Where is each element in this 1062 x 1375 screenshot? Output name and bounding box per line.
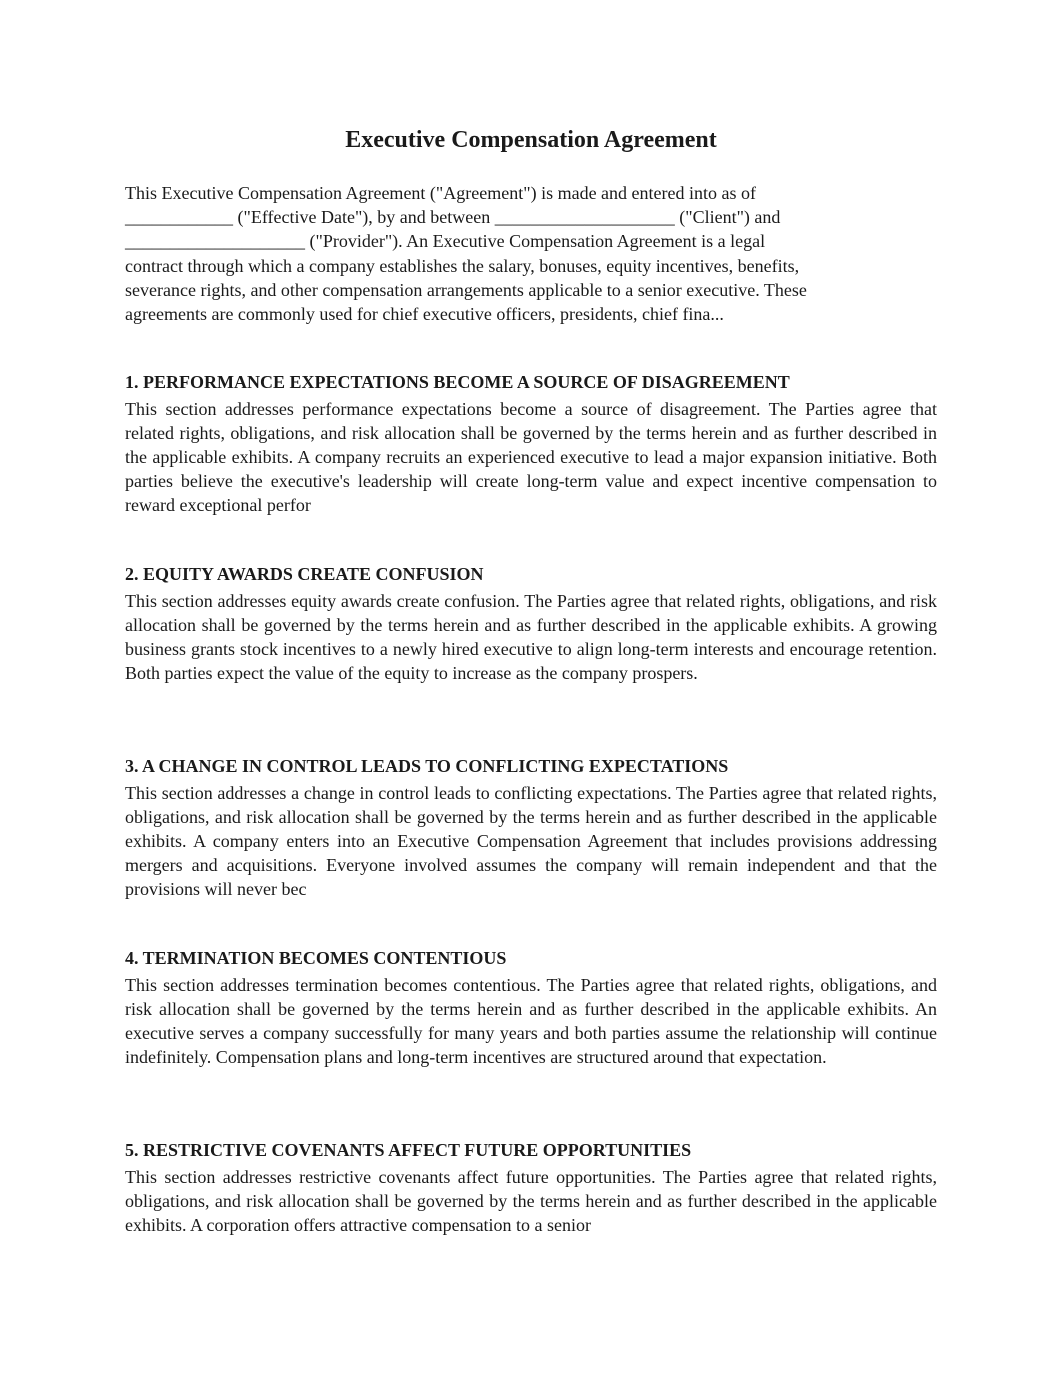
document-title: Executive Compensation Agreement xyxy=(345,127,717,153)
section-body: This section addresses restrictive covenants affect future opportunities. The Parties agree that related rights, obligations, and risk allocation shall be governed by the terms herein and as further described in the applicable exhibits. A corporation offers attractive compensation to a senior xyxy=(125,1167,937,1235)
section-body: This section addresses equity awards create confusion. The Parties agree that related rights, obligations, and risk allocation shall be governed by the terms herein and as further described in the applicable exhibits. A growing business grants stock incentives to a newly hired executive to align long-term interests and encourage retention. Both parties expect the value of the equity to increase as the company prospers. xyxy=(125,591,937,683)
section-body: This section addresses performance expectations become a source of disagreement. The Parties agree that related rights, obligations, and risk allocation shall be governed by the terms herein and as further described in the applicable exhibits. A company recruits an experienced executive to lead a major expansion initiative. Both parties believe the executive's leadership will create long-term value and expect incentive compensation to reward exceptional perfor xyxy=(125,399,937,515)
intro-line: ____________________ ("Provider"). An Executive Compensation Agreement is a legal xyxy=(125,231,766,252)
section-2 xyxy=(125,562,937,686)
section-heading: 1. PERFORMANCE EXPECTATIONS BECOME A SOURCE OF DISAGREEMENT xyxy=(125,372,790,392)
section-3 xyxy=(125,754,937,902)
section-4 xyxy=(125,946,937,1070)
intro-line: contract through which a company establishes the salary, bonuses, equity incentives, benefits, xyxy=(125,255,800,276)
section-1 xyxy=(125,370,937,518)
intro-line: This Executive Compensation Agreement ("Agreement") is made and entered into as of xyxy=(125,183,757,203)
section-heading: 5. RESTRICTIVE COVENANTS AFFECT FUTURE OPPORTUNITIES xyxy=(125,1140,692,1160)
intro-paragraph xyxy=(125,181,937,326)
intro-line: agreements are commonly used for chief executive officers, presidents, chief fina... xyxy=(125,304,724,325)
section-body: This section addresses termination becomes contentious. The Parties agree that related rights, obligations, and risk allocation shall be governed by the terms herein and as further described in the applicable exhibits. An executive serves a company successfully for many years and both parties assume the relationship will continue indefinitely. Compensation plans and long-term incentives are structured around that expectation. xyxy=(125,975,937,1067)
intro-line: severance rights, and other compensation arrangements applicable to a senior executive. These xyxy=(125,279,807,300)
section-heading: 3. A CHANGE IN CONTROL LEADS TO CONFLICTING EXPECTATIONS xyxy=(125,756,729,776)
section-heading: 4. TERMINATION BECOMES CONTENTIOUS xyxy=(125,948,507,968)
section-body: This section addresses a change in control leads to conflicting expectations. The Parties agree that related rights, obligations, and risk allocation shall be governed by the terms herein and as further described in the applicable exhibits. A company enters into an Executive Compensation Agreement that includes provisions addressing mergers and acquisitions. Everyone involved assumes the company will remain independent and that the provisions will never bec xyxy=(125,783,937,899)
intro-line: ____________ ("Effective Date"), by and between ____________________ ("Client") and xyxy=(125,207,781,228)
section-5 xyxy=(125,1138,937,1238)
section-heading: 2. EQUITY AWARDS CREATE CONFUSION xyxy=(125,564,484,584)
